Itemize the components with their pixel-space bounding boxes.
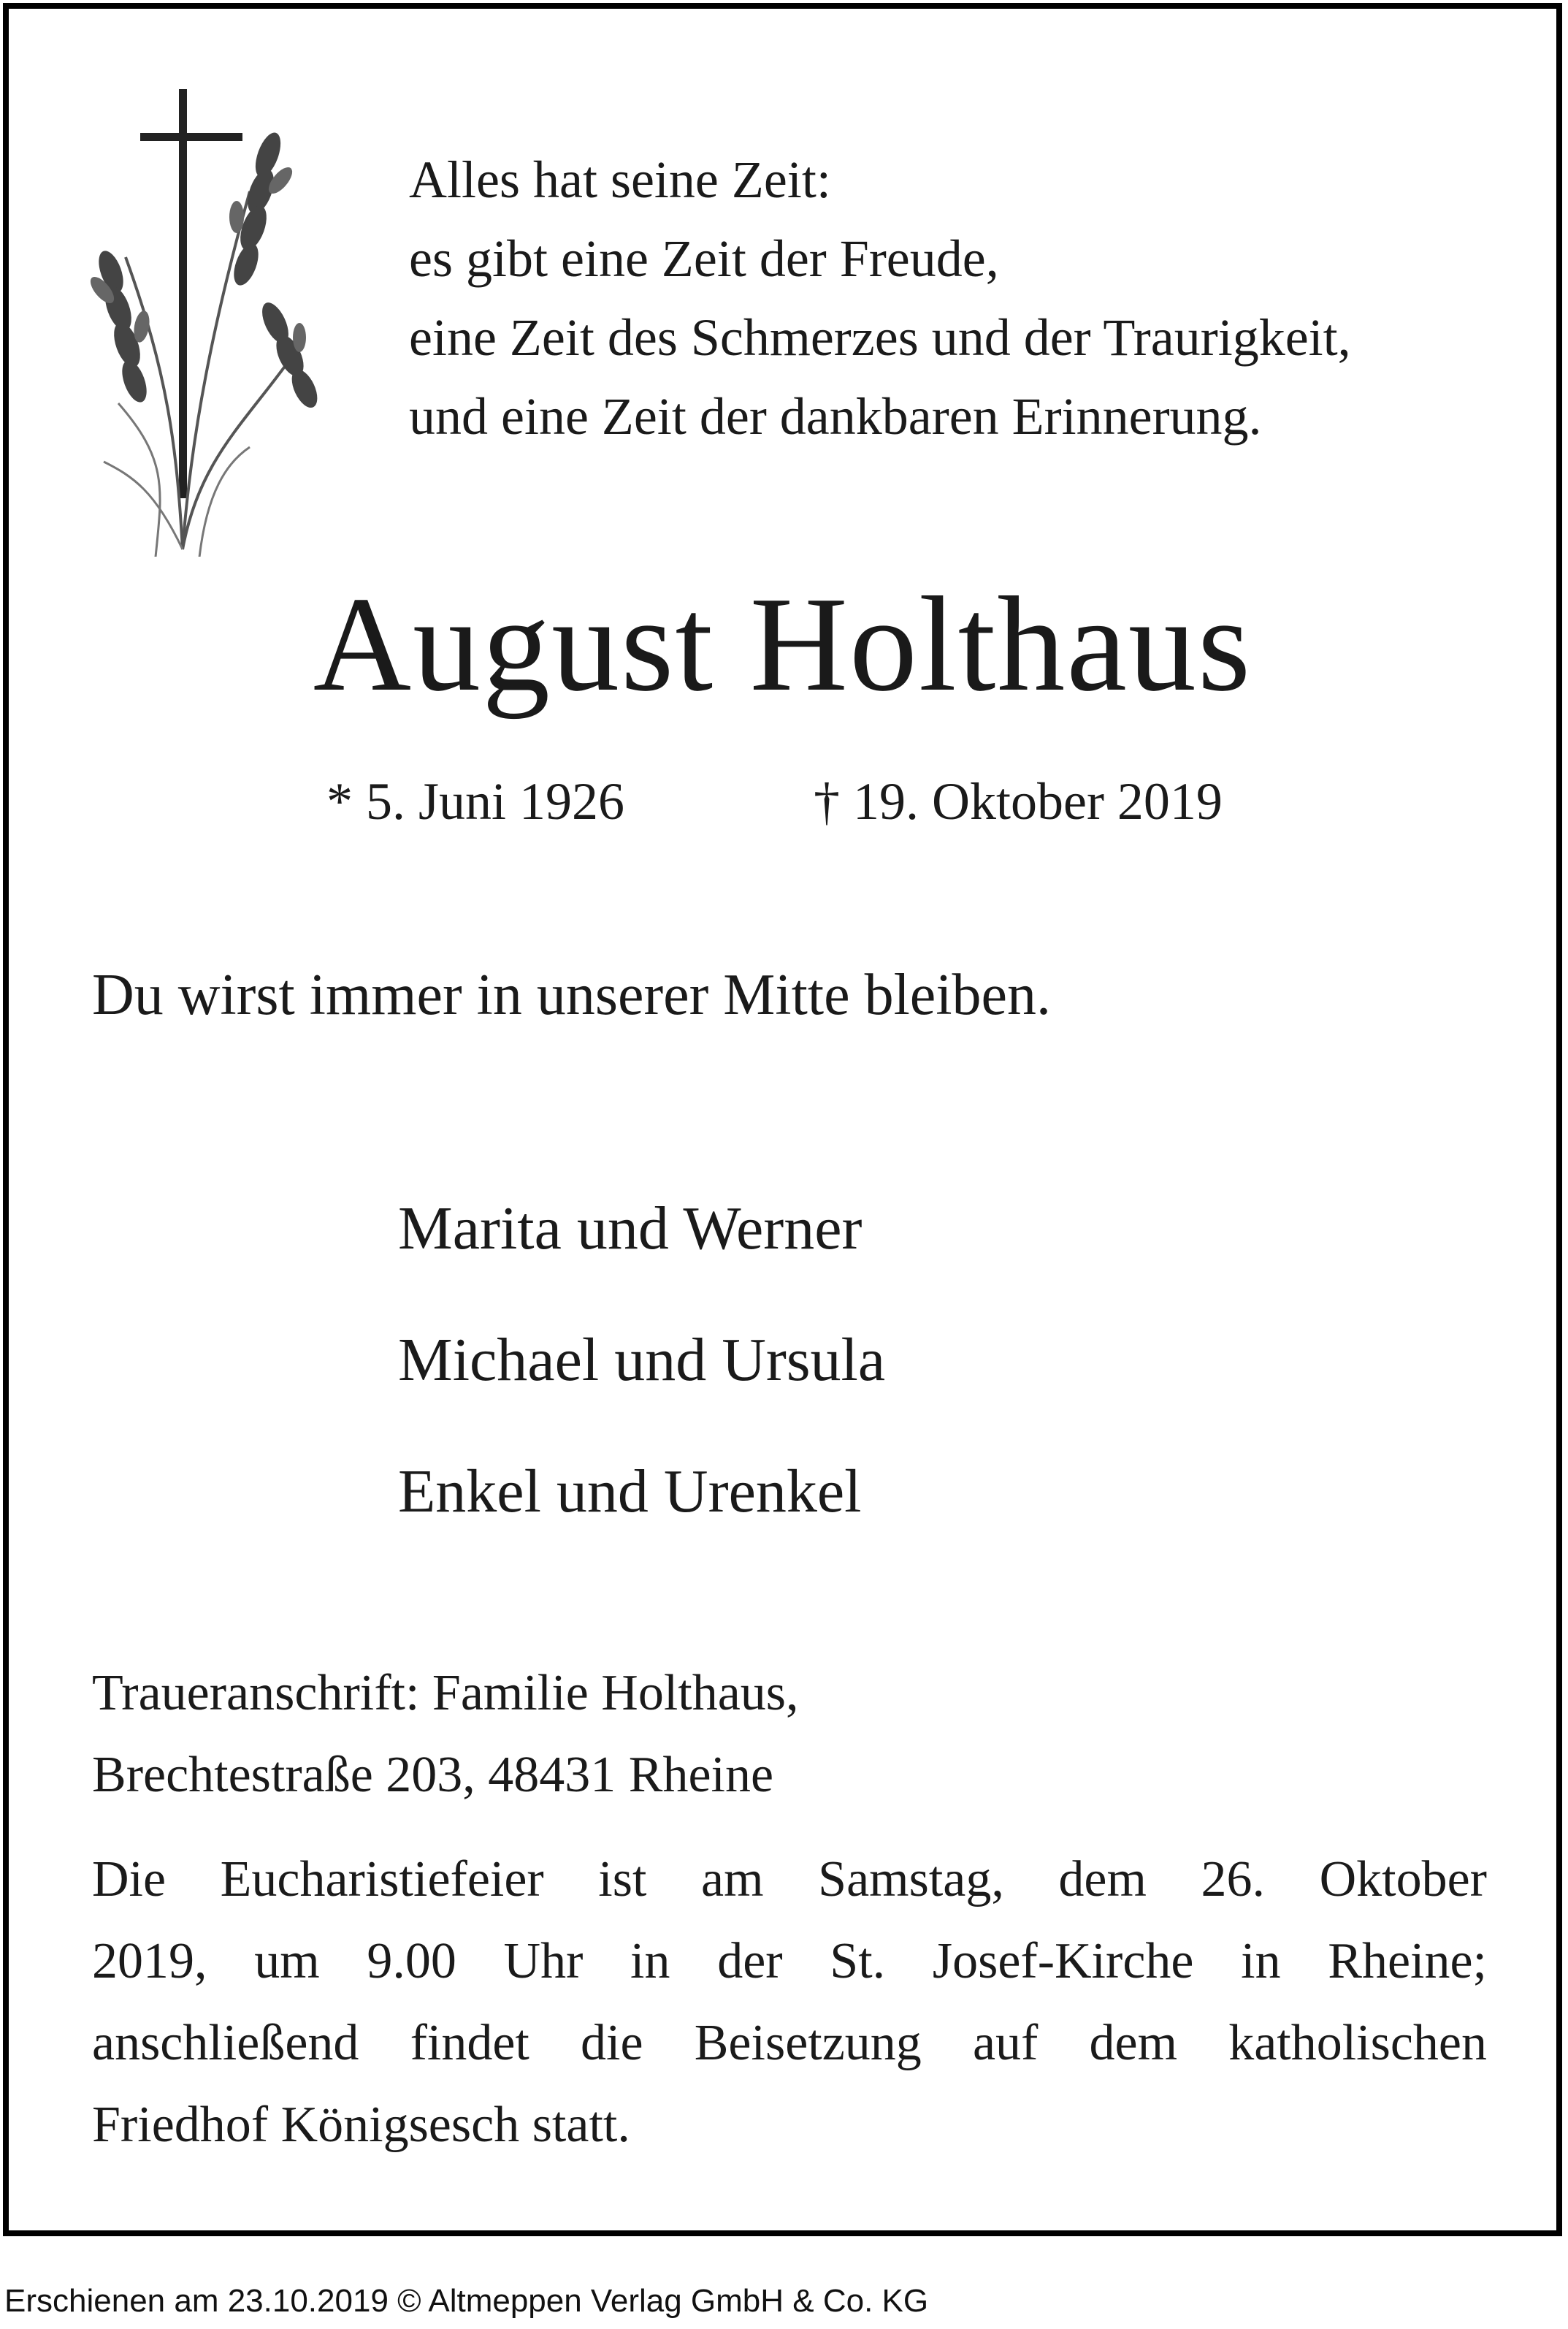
- mourner-line: Enkel und Urenkel: [398, 1457, 862, 1525]
- obituary-frame: [3, 3, 1562, 2236]
- verse-line: Alles hat seine Zeit:: [409, 150, 831, 209]
- verse: [409, 140, 1351, 456]
- birth-date: * 5. Juni 1926: [326, 772, 625, 831]
- service-line: 2019, um 9.00 Uhr in der St. Josef-Kirche in Rheine;: [92, 1933, 1487, 1989]
- mourners: [398, 1163, 885, 1558]
- service-line: Die Eucharistiefeier ist am Samstag, dem 26. Oktober: [92, 1851, 1487, 1907]
- publication-footer: Erschienen am 23.10.2019 © Altmeppen Verlag GmbH & Co. KG: [4, 2283, 929, 2319]
- address-line: Brechtestraße 203, 48431 Rheine: [92, 1747, 774, 1803]
- service-line: Friedhof Königsesch statt.: [92, 2097, 630, 2153]
- motto: Du wirst immer in unserer Mitte bleiben.: [92, 963, 1052, 1027]
- verse-line: eine Zeit des Schmerzes und der Traurigkeit,: [409, 308, 1351, 367]
- cross-with-wheat-icon: [82, 82, 345, 557]
- mourning-address: [92, 1653, 799, 1816]
- service-info: [92, 1839, 1487, 2166]
- service-line: anschließend findet die Beisetzung auf dem katholischen: [92, 2015, 1487, 2071]
- death-date: † 19. Oktober 2019: [814, 772, 1223, 831]
- verse-line: und eine Zeit der dankbaren Erinnerung.: [409, 387, 1262, 446]
- deceased-name: August Holthaus: [313, 569, 1253, 720]
- mourner-line: Marita und Werner: [398, 1194, 863, 1262]
- mourner-line: Michael und Ursula: [398, 1326, 886, 1394]
- address-line: Traueranschrift: Familie Holthaus,: [92, 1665, 799, 1721]
- verse-line: es gibt eine Zeit der Freude,: [409, 229, 999, 288]
